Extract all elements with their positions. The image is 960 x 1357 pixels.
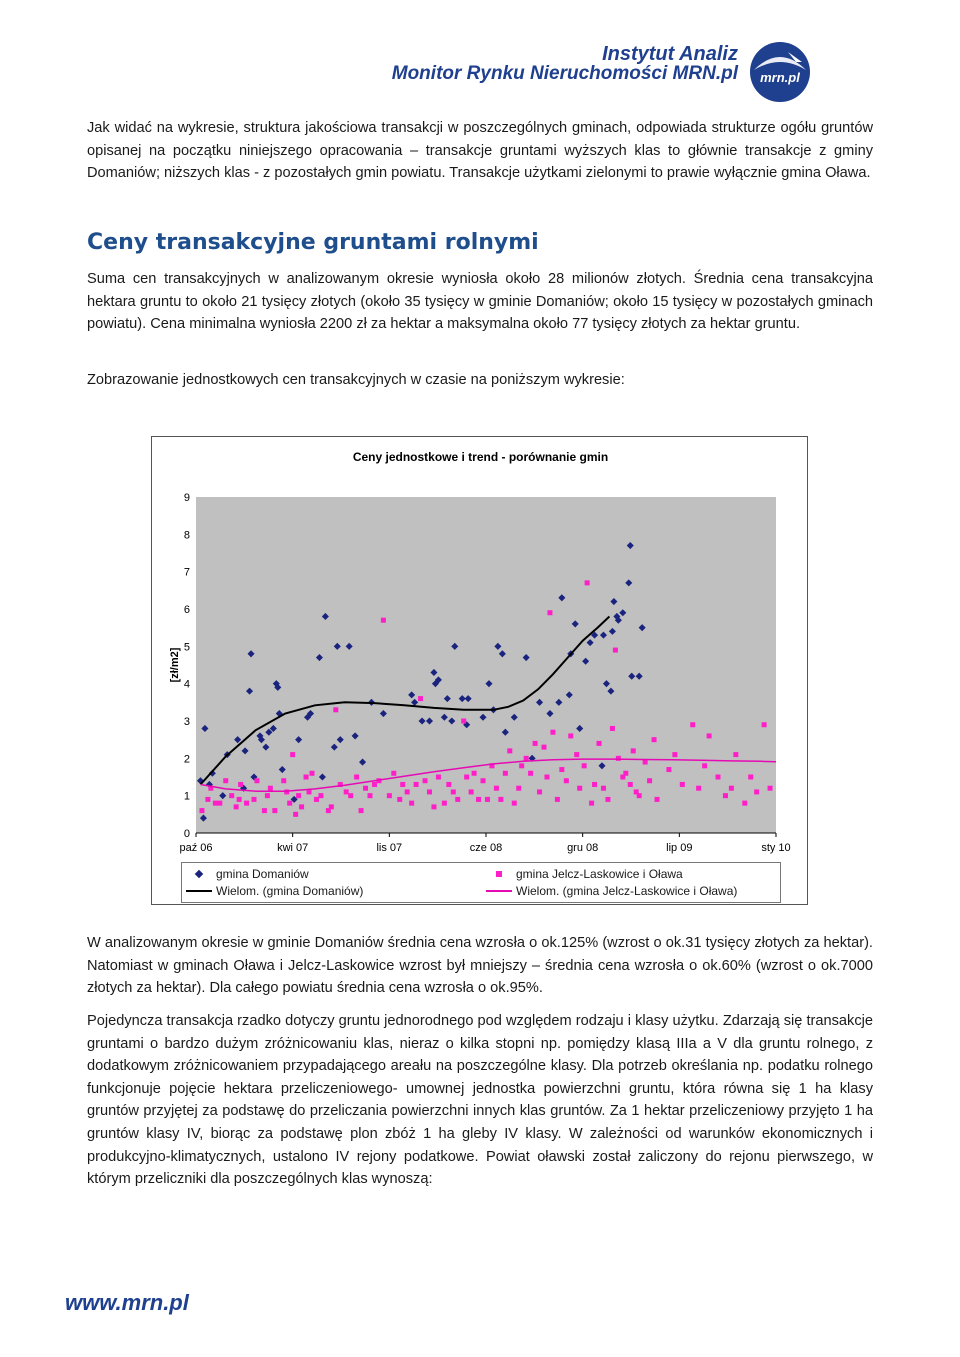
point-jelcz-olawa — [655, 797, 660, 802]
point-jelcz-olawa — [431, 804, 436, 809]
y-axis-label: [zł/m2] — [169, 647, 181, 683]
point-jelcz-olawa — [582, 763, 587, 768]
legend-label: gmina Domaniów — [216, 867, 309, 881]
paragraph-1: Jak widać na wykresie, struktura jakościowa transakcji w poszczególnych gminach, odpowiada strukturze ogółu gruntów opisanej na początku niniejszego opracowania – transakcje gruntami wyższych klas to głównie transakcje z gminy Domaniów; niższych klas - z pozostałych gmin powiatu. Transakcje użytkami zielonymi to prawie wyłącznie gmina Oława. — [87, 120, 873, 182]
point-jelcz-olawa — [516, 786, 521, 791]
point-jelcz-olawa — [436, 775, 441, 780]
point-jelcz-olawa — [519, 763, 524, 768]
point-jelcz-olawa — [397, 797, 402, 802]
x-tick-label: sty 10 — [761, 842, 791, 854]
legend-jelcz — [486, 867, 683, 881]
point-jelcz-olawa — [290, 752, 295, 757]
point-jelcz-olawa — [304, 775, 309, 780]
y-tick-label: 3 — [183, 716, 190, 728]
point-jelcz-olawa — [472, 771, 477, 776]
point-jelcz-olawa — [400, 782, 405, 787]
point-jelcz-olawa — [723, 793, 728, 798]
price-chart — [151, 436, 808, 905]
point-jelcz-olawa — [451, 789, 456, 794]
point-jelcz-olawa — [748, 775, 753, 780]
x-tick-label: gru 08 — [567, 842, 599, 854]
point-jelcz-olawa — [409, 801, 414, 806]
point-jelcz-olawa — [616, 756, 621, 761]
point-jelcz-olawa — [329, 804, 334, 809]
point-jelcz-olawa — [244, 801, 249, 806]
point-jelcz-olawa — [550, 730, 555, 735]
page-header — [0, 0, 960, 100]
point-jelcz-olawa — [237, 797, 242, 802]
point-jelcz-olawa — [333, 707, 338, 712]
point-jelcz-olawa — [199, 808, 204, 813]
point-jelcz-olawa — [597, 741, 602, 746]
point-jelcz-olawa — [446, 782, 451, 787]
point-jelcz-olawa — [666, 767, 671, 772]
point-jelcz-olawa — [643, 760, 648, 765]
y-tick-label: 0 — [183, 828, 190, 840]
x-tick-label: lis 07 — [376, 842, 403, 854]
point-jelcz-olawa — [564, 778, 569, 783]
point-jelcz-olawa — [354, 775, 359, 780]
point-jelcz-olawa — [707, 733, 712, 738]
point-jelcz-olawa — [272, 808, 277, 813]
x-tick-label: kwi 07 — [277, 842, 309, 854]
paragraph-2: Suma cen transakcyjnych w analizowanym okresie wyniosła około 28 milionów złotych. Średnia cena transakcyjna hektara gruntu to około 21 tysięcy złotych (około 35 tysięcy w gminie Domaniów; około 15 tysięcy w pozostałych gminach powiatu). Cena minimalna wyniosła 2200 zł za hektar a maksymalna około 77 tysięcy złotych za hektar gruntu. — [87, 271, 873, 333]
point-jelcz-olawa — [623, 771, 628, 776]
point-jelcz-olawa — [469, 789, 474, 794]
point-jelcz-olawa — [414, 782, 419, 787]
point-jelcz-olawa — [652, 737, 657, 742]
point-jelcz-olawa — [217, 801, 222, 806]
point-jelcz-olawa — [481, 778, 486, 783]
y-tick-label: 4 — [183, 678, 190, 691]
point-jelcz-olawa — [628, 782, 633, 787]
point-jelcz-olawa — [461, 719, 466, 724]
point-jelcz-olawa — [498, 797, 503, 802]
point-jelcz-olawa — [287, 801, 292, 806]
point-jelcz-olawa — [485, 797, 490, 802]
header-line-1: Instytut Analiz — [602, 43, 738, 65]
point-jelcz-olawa — [702, 763, 707, 768]
point-jelcz-olawa — [296, 793, 301, 798]
point-jelcz-olawa — [574, 752, 579, 757]
point-jelcz-olawa — [555, 797, 560, 802]
point-jelcz-olawa — [637, 793, 642, 798]
point-jelcz-olawa — [672, 752, 677, 757]
point-jelcz-olawa — [601, 786, 606, 791]
point-jelcz-olawa — [716, 775, 721, 780]
point-jelcz-olawa — [348, 793, 353, 798]
y-tick-label: 2 — [183, 753, 190, 766]
y-tick-label: 8 — [183, 529, 190, 542]
point-jelcz-olawa — [613, 648, 618, 653]
point-jelcz-olawa — [537, 789, 542, 794]
point-jelcz-olawa — [524, 756, 529, 761]
point-jelcz-olawa — [229, 793, 234, 798]
point-jelcz-olawa — [372, 782, 377, 787]
point-jelcz-olawa — [696, 786, 701, 791]
point-jelcz-olawa — [254, 778, 259, 783]
point-jelcz-olawa — [387, 793, 392, 798]
point-jelcz-olawa — [344, 789, 349, 794]
point-jelcz-olawa — [768, 786, 773, 791]
point-jelcz-olawa — [690, 722, 695, 727]
point-jelcz-olawa — [507, 748, 512, 753]
point-jelcz-olawa — [680, 782, 685, 787]
legend-trend-jelcz — [486, 884, 737, 898]
point-jelcz-olawa — [318, 793, 323, 798]
point-jelcz-olawa — [381, 618, 386, 623]
point-jelcz-olawa — [589, 801, 594, 806]
point-jelcz-olawa — [542, 745, 547, 750]
point-jelcz-olawa — [205, 797, 210, 802]
point-jelcz-olawa — [299, 804, 304, 809]
point-jelcz-olawa — [476, 797, 481, 802]
point-jelcz-olawa — [547, 610, 552, 615]
point-jelcz-olawa — [503, 771, 508, 776]
point-jelcz-olawa — [359, 808, 364, 813]
point-jelcz-olawa — [405, 789, 410, 794]
point-jelcz-olawa — [455, 797, 460, 802]
point-jelcz-olawa — [512, 801, 517, 806]
point-jelcz-olawa — [742, 801, 747, 806]
legend-domaniow — [186, 867, 309, 881]
point-jelcz-olawa — [729, 786, 734, 791]
point-jelcz-olawa — [310, 771, 315, 776]
point-jelcz-olawa — [528, 771, 533, 776]
paragraph-5: Pojedyncza transakcja rzadko dotyczy gruntu jednorodnego pod względem rodzaju i klasy użytku. Zdarzają się transakcje gruntami o bardzo dużym zróżnicowaniu klas, nieraz o kilka stopni np. pomiędzy klasą IIIa a V dla gruntu rolnego, z dodatkowym zróżnicowaniem przypadającego areału na poszczególne klasy. Dla potrzeb określania np. podatku rolnego funkcjonuje pojęcie hektara przeliczeniowego- umownej jednostka powierzchni gruntu, która równa się 1 ha klasy gruntów przyjętej za podstawę do przeliczania powierzchni innych klas gruntów. Za 1 hektar przeliczeniowy przyjęto 1 ha gruntów klasy IV, biorąc za podstawę plon zbóż 1 ha gleby IV klasy. W zależności od warunków ekonomicznych i produkcyjno-klimatycznych, ustalono IV rejony podatkowe. Powiat oławski został zaliczony do rejonu pierwszego, w którym przeliczniki dla poszczególnych klas wynoszą: — [87, 1013, 873, 1188]
point-jelcz-olawa — [762, 722, 767, 727]
point-jelcz-olawa — [427, 789, 432, 794]
x-tick-label: cze 08 — [469, 842, 503, 854]
legend-trend-domaniow — [186, 884, 363, 898]
legend-label: gmina Jelcz-Laskowice i Oława — [516, 867, 683, 881]
legend-label: Wielom. (gmina Jelcz-Laskowice i Oława) — [516, 884, 738, 898]
point-jelcz-olawa — [238, 782, 243, 787]
y-tick-label: 1 — [183, 790, 190, 803]
point-jelcz-olawa — [647, 778, 652, 783]
footer-url: www.mrn.pl — [65, 1290, 189, 1315]
point-jelcz-olawa — [234, 804, 239, 809]
point-jelcz-olawa — [281, 778, 286, 783]
point-jelcz-olawa — [559, 767, 564, 772]
point-jelcz-olawa — [368, 793, 373, 798]
point-jelcz-olawa — [544, 775, 549, 780]
point-jelcz-olawa — [223, 778, 228, 783]
y-tick-label: 5 — [183, 641, 190, 654]
x-tick-label: lip 09 — [666, 842, 693, 854]
point-jelcz-olawa — [213, 801, 218, 806]
point-jelcz-olawa — [754, 789, 759, 794]
point-jelcz-olawa — [577, 786, 582, 791]
point-jelcz-olawa — [265, 793, 270, 798]
chart-title: Ceny jednostkowe i trend - porównanie gmin — [352, 450, 609, 464]
point-jelcz-olawa — [605, 797, 610, 802]
point-jelcz-olawa — [268, 786, 273, 791]
x-tick-label: paź 06 — [179, 842, 213, 854]
point-jelcz-olawa — [610, 726, 615, 731]
point-jelcz-olawa — [568, 733, 573, 738]
point-jelcz-olawa — [631, 748, 636, 753]
chart-legend — [181, 862, 781, 903]
point-jelcz-olawa — [592, 782, 597, 787]
point-jelcz-olawa — [585, 580, 590, 585]
point-jelcz-olawa — [533, 741, 538, 746]
chart-plot — [152, 437, 807, 857]
point-jelcz-olawa — [391, 771, 396, 776]
y-tick-label: 9 — [183, 492, 190, 504]
header-brand-text — [392, 44, 738, 84]
point-jelcz-olawa — [418, 696, 423, 701]
paragraph-4: W analizowanym okresie w gminie Domaniów średnia cena wzrosła o ok.125% (wzrost o ok.31 tysięcy złotych za hektar). Natomiast w gminach Oława i Jelcz-Laskowice wzrost był mniejszy – średnia cena wzrosła o ok.60% (wzrost o ok.7000 złotych za hektar). Dla całego powiatu średnia cena wzrosła o ok.95%. — [87, 935, 873, 997]
point-jelcz-olawa — [314, 797, 319, 802]
point-jelcz-olawa — [252, 797, 257, 802]
point-jelcz-olawa — [293, 812, 298, 817]
y-tick-label: 7 — [183, 566, 190, 579]
legend-label: Wielom. (gmina Domaniów) — [216, 884, 364, 898]
paragraph-3: Zobrazowanie jednostkowych cen transakcyjnych w czasie na poniższym wykresie: — [87, 372, 625, 388]
point-jelcz-olawa — [733, 752, 738, 757]
logo-text: mrn.pl — [760, 70, 800, 85]
point-jelcz-olawa — [423, 778, 428, 783]
section-heading: Ceny transakcyjne gruntami rolnymi — [87, 230, 539, 255]
point-jelcz-olawa — [442, 801, 447, 806]
mrn-logo-icon — [748, 40, 812, 104]
point-jelcz-olawa — [464, 775, 469, 780]
point-jelcz-olawa — [363, 786, 368, 791]
point-jelcz-olawa — [262, 808, 267, 813]
header-line-2: Monitor Rynku Nieruchomości MRN.pl — [391, 63, 738, 84]
y-tick-label: 6 — [183, 604, 190, 616]
point-jelcz-olawa — [494, 786, 499, 791]
